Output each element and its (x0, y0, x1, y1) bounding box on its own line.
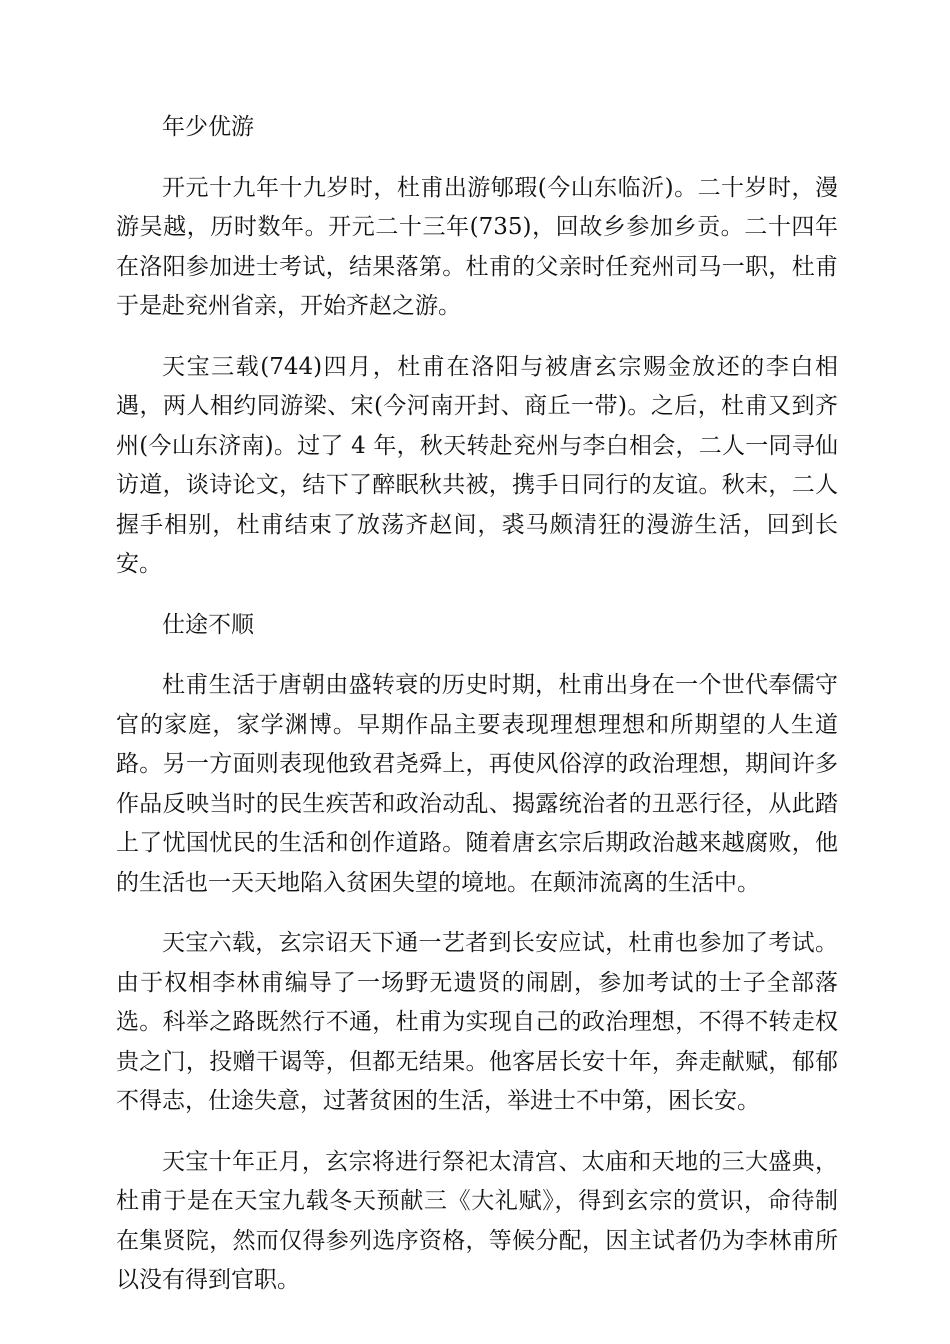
section-heading-career: 仕途不顺 (162, 611, 254, 638)
section-heading-youth: 年少优游 (162, 114, 254, 140)
paragraph: 杜甫生活于唐朝由盛转衰的历史时期，杜甫出身在一个世代奉儒守官的家庭，家学渊博。早期作品主要表现理想理想和所期望的人生道路。另一方面则表现他致君尧舜上，再使风俗淳的政治理想，期间许多作品反映当时的民生疾苦和政治动乱、揭露统治者的丑恶行径，从此踏上了忧国忧民的生活和创作道路。随着唐玄宗后期政治越来越腐败，他的生活也一天天地陷入贫困失望的境地。在颠沛流离的生活中。 (116, 672, 838, 896)
paragraph: 开元十九年十九岁时，杜甫出游郇瑕(今山东临沂)。二十岁时，漫游吴越，历时数年。开元二十三年(735)，回故乡参加乡贡。二十四年在洛阳参加进士考试，结果落第。杜甫的父亲时任兖州司马一职，杜甫于是赴兖州省亲，开始齐赵之游。 (116, 174, 838, 319)
paragraph: 天宝六载，玄宗诏天下通一艺者到长安应试，杜甫也参加了考试。由于权相李林甫编导了一场野无遗贤的闹剧，参加考试的士子全部落选。科举之路既然行不通，杜甫为实现自己的政治理想，不得不转走权贵之门，投赠干谒等，但都无结果。他客居长安十年，奔走献赋，郁郁不得志，仕途失意，过著贫困的生活，举进士不中第，困长安。 (116, 930, 838, 1114)
document-body (116, 108, 838, 1322)
paragraph: 天宝十年正月，玄宗将进行祭祀太清宫、太庙和天地的三大盛典，杜甫于是在天宝九载冬天预献三《大礼赋》，得到玄宗的赏识，命待制在集贤院，然而仅得参列选序资格，等候分配，因主试者仍为李林甫所以没有得到官职。 (116, 1148, 838, 1293)
paragraph: 天宝三载(744)四月，杜甫在洛阳与被唐玄宗赐金放还的李白相遇，两人相约同游梁、宋(今河南开封、商丘一带)。之后，杜甫又到齐州(今山东济南)。过了 4 年，秋天转赴兖州与李白相会，二人一同寻仙访道，谈诗论文，结下了醉眠秋共被，携手日同行的友谊。秋末，二人握手相别，杜甫结束了放荡齐赵间，裘马颇清狂的漫游生活，回到长安。 (116, 353, 838, 577)
